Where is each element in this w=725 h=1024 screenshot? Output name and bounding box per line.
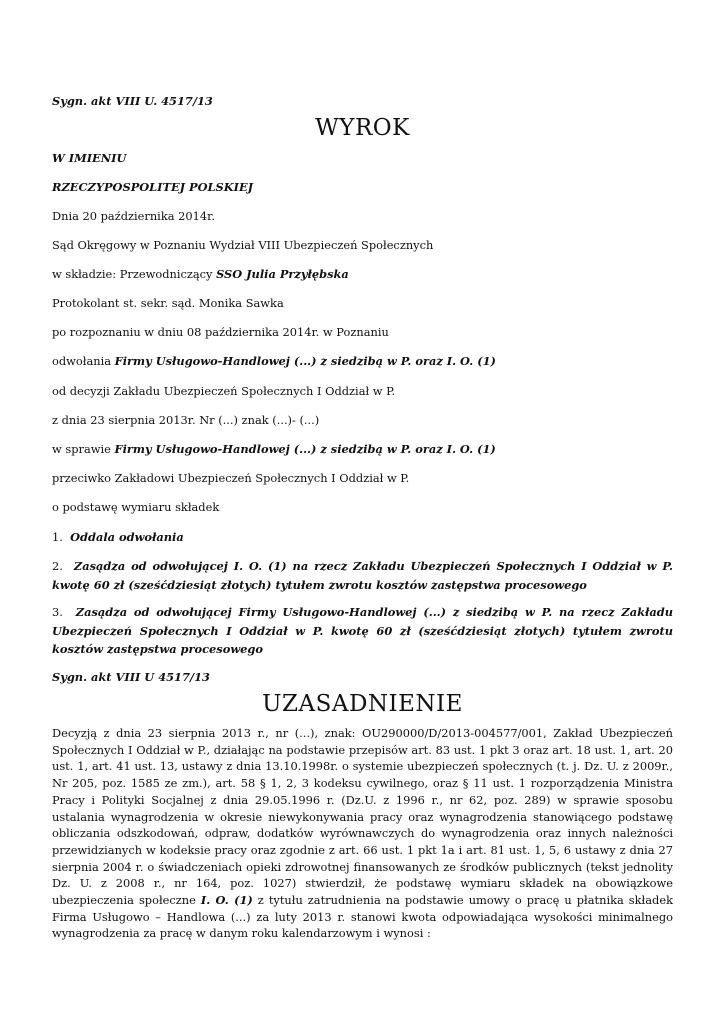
ruling-number: 1. bbox=[52, 530, 63, 544]
verdict-date: Dnia 20 października 2014r. bbox=[52, 209, 215, 223]
case-line bbox=[52, 442, 496, 456]
decision-date: z dnia 23 sierpnia 2013r. Nr (...) znak (...)- (...) bbox=[52, 413, 320, 427]
presiding-judge: SSO Julia Przyłębska bbox=[216, 267, 349, 281]
decision-from: od decyzji Zakładu Ubezpieczeń Społecznych I Oddział w P. bbox=[52, 384, 396, 398]
justification-paragraph bbox=[52, 725, 673, 942]
ruling-item bbox=[52, 528, 673, 547]
against-party: przeciwko Zakładowi Ubezpieczeń Społecznych I Oddział w P. bbox=[52, 471, 410, 485]
ruling-number: 2. bbox=[52, 559, 63, 573]
court-clerk: Protokolant st. sekr. sąd. Monika Sawka bbox=[52, 296, 284, 310]
ruling-number: 3. bbox=[52, 605, 63, 619]
ruling-item bbox=[52, 557, 673, 594]
composition-line bbox=[52, 267, 349, 281]
court-name: Sąd Okręgowy w Poznaniu Wydział VIII Ubezpieczeń Społecznych bbox=[52, 238, 434, 252]
verdict-title: WYROK bbox=[315, 115, 410, 141]
ruling-text: Zasądza od odwołującej I. O. (1) na rzecz Zakładu Ubezpieczeń Społecznych I Oddział w P. kwotę 60 zł (sześćdziesiąt złotych) tytułem zwrotu kosztów zastępstwa procesowego bbox=[52, 559, 673, 592]
justification-title: UZASADNIENIE bbox=[262, 691, 463, 717]
in-the-name-heading: W IMIENIU bbox=[52, 151, 127, 165]
ruling-item bbox=[52, 603, 673, 659]
paragraph-text-start: Decyzją z dnia 23 sierpnia 2013 r., nr (...), znak: OU290000/D/2013-004577/001, Zakład Ubezpieczeń Społecznych I Oddział w P., działając na podstawie przepisów art. 83 ust. 1 pkt 3 oraz art. 18 ust. 1, art. 20 ust. 1, art. 41 ust. 13, ustawy z dnia 13.10.1998r. o systemie ubezpieczeń społecznych (t. j. Dz. U. z 2009r., Nr 205, poz. 1585 ze zm.), art. 58 § 1, 2, 3 kodeksu cywilnego, oraz § 11 ust. 1 rozporządzenia Ministra Pracy i Polityki Socjalnej z dnia 29.05.1996 r. (Dz.U. z 1996 r., nr 62, poz. 289) w sprawie sposobu ustalania wynagrodzenia w okresie niewykonywania pracy oraz wynagrodzenia stanowiącego podstawę obliczania odszkodowań, odpraw, dodatków wyrównawczych do wynagrodzenia oraz innych należności przewidzianych w kodeksie pracy oraz zgodnie z art. 66 ust. 1 pkt 1a i art. 81 ust. 1, 5, 6 ustawy z dnia 27 sierpnia 2004 r. o świadczeniach opieki zdrowotnej finansowanych ze środków publicznych (tekst jednolity Dz. U. z 2008 r., nr 164, poz. 1027) stwierdził, że podstawę wymiaru składek na obowiązkowe ubezpieczenia społeczne bbox=[52, 726, 673, 908]
hearing-info: po rozpoznaniu w dniu 08 października 2014r. w Poznaniu bbox=[52, 325, 389, 339]
case-signature-top: Sygn. akt VIII U. 4517/13 bbox=[52, 94, 213, 108]
republic-heading: RZECZYPOSPOLITEJ POLSKIEJ bbox=[52, 180, 254, 194]
ruling-text: Zasądza od odwołującej Firmy Usługowo-Handlowej (...) z siedzibą w P. na rzecz Zakładu Ubezpieczeń Społecznych I Oddział w P. kwotę 60 zł (sześćdziesiąt złotych) tytułem zwrotu kosztów zastępstwa procesowego bbox=[52, 605, 673, 656]
case-party: Firmy Usługowo-Handlowej (...) z siedzibą w P. oraz I. O. (1) bbox=[114, 442, 496, 456]
appellant-name: Firmy Usługowo-Handlowej (...) z siedzibą w P. oraz I. O. (1) bbox=[114, 354, 496, 368]
paragraph-bold-name: I. O. (1) bbox=[200, 893, 253, 908]
appeal-prefix: odwołania bbox=[52, 354, 115, 368]
appeal-line bbox=[52, 354, 496, 368]
composition-prefix: w składzie: Przewodniczący bbox=[52, 267, 217, 281]
ruling-text: Oddala odwołania bbox=[70, 530, 184, 544]
paragraph-text-end: z tytułu zatrudnienia na podstawie umowy o pracę u płatnika składek Firma Usługowo – Handlowa (...) za luty 2013 r. stanowi kwota odpowiadająca wysokości minimalnego wynagrodzenia za pracę w danym roku kalendarzowym i wynosi : bbox=[52, 893, 673, 941]
case-signature-justification: Sygn. akt VIII U 4517/13 bbox=[52, 670, 210, 684]
case-subject: o podstawę wymiaru składek bbox=[52, 500, 220, 514]
case-prefix: w sprawie bbox=[52, 442, 115, 456]
